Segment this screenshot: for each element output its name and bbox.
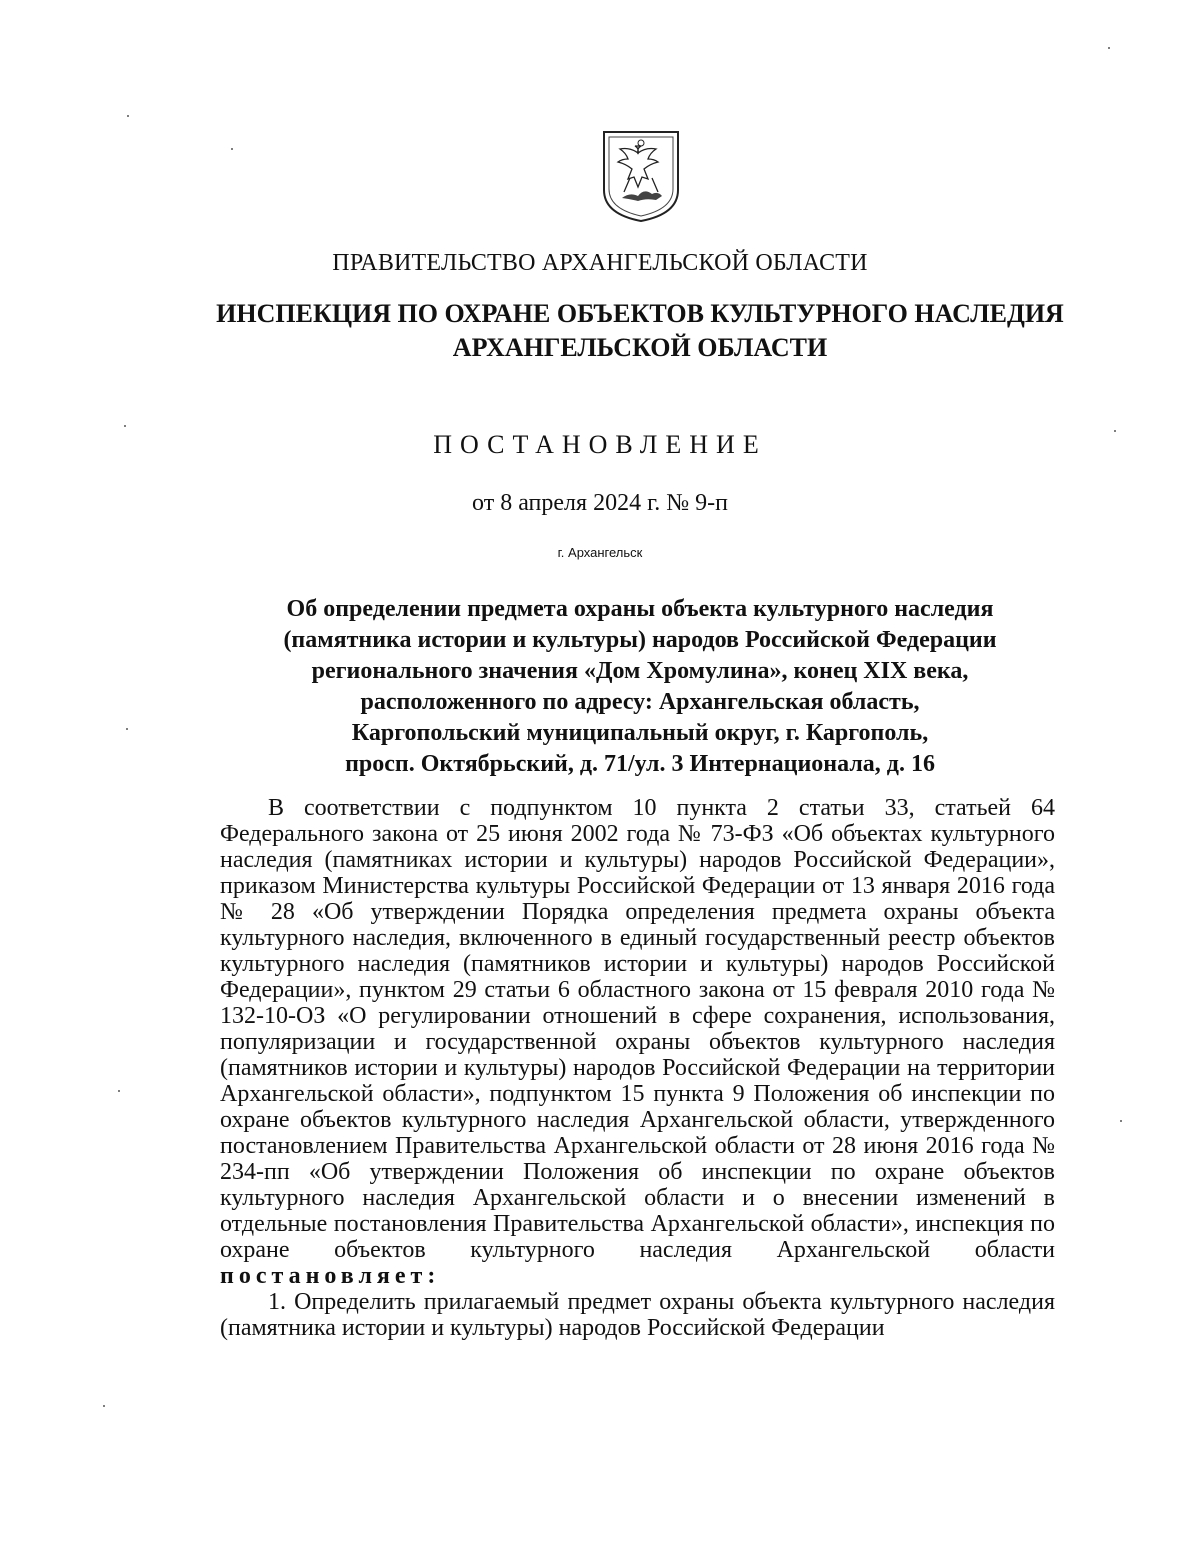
decree-word: постановляет: bbox=[220, 1263, 441, 1289]
subject-line: Об определении предмета охраны объекта культурного наследия bbox=[286, 596, 994, 622]
scan-speck bbox=[1108, 47, 1110, 49]
scan-speck bbox=[1114, 430, 1116, 432]
document-city: г. Архангельск bbox=[557, 545, 643, 560]
document-date-number: от 8 апреля 2024 г. № 9-п bbox=[472, 490, 728, 516]
preamble-text: В соответствии с подпунктом 10 пункта 2 статьи 33, статьей 64 Федерального закона от 25 июня 2002 года № 73-ФЗ «Об объектах культурного наследия (памятниках истории и культуры) народов Российской Федерации», приказом Министерства культуры Российской Федерации от 13 января 2016 года № 28 «Об утверждении Порядка определения предмета охраны объекта культурного наследия, включенного в единый государственный реестр объектов культурного наследия (памятников истории и культуры) народов Российской Федерации», пунктом 29 статьи 6 областного закона от 15 февраля 2010 года № 132-10-ОЗ «О регулировании отношений в сфере сохранения, использования, популяризации и государственной охраны объектов культурного наследия (памятников истории и культуры) народов Российской Федерации на территории Архангельской области», подпунктом 15 пункта 9 Положения об инспекции по охране объектов культурного наследия Архангельской области, утвержденного постановлением Правительства Архангельской области от 28 июня 2016 года № 234-пп «Об утверждении Положения об инспекции по охране объектов культурного наследия Архангельской области и о внесении изменений в отдельные постановления Правительства Архангельской области», инспекция по охране объектов культурного наследия Архангельской области bbox=[220, 795, 1055, 1263]
scan-speck bbox=[1120, 1120, 1122, 1122]
subject-line: (памятника истории и культуры) народов Российской Федерации bbox=[283, 627, 997, 653]
scan-speck bbox=[231, 148, 233, 150]
document-body bbox=[220, 795, 1055, 1341]
subject-line: расположенного по адресу: Архангельская область, bbox=[360, 689, 920, 715]
subject-line: просп. Октябрьский, д. 71/ул. 3 Интернационала, д. 16 bbox=[345, 751, 935, 777]
government-title: ПРАВИТЕЛЬСТВО АРХАНГЕЛЬСКОЙ ОБЛАСТИ bbox=[332, 250, 868, 276]
inspection-title-line1: ИНСПЕКЦИЯ ПО ОХРАНЕ ОБЪЕКТОВ КУЛЬТУРНОГО НАСЛЕДИЯ bbox=[216, 299, 1064, 328]
scan-speck bbox=[126, 728, 128, 730]
coat-of-arms-icon bbox=[600, 128, 682, 224]
subject-line: регионального значения «Дом Хромулина», конец XIX века, bbox=[311, 658, 969, 684]
document-subject bbox=[200, 594, 1080, 780]
inspection-title bbox=[40, 297, 1200, 365]
subject-line: Каргопольский муниципальный округ, г. Каргополь, bbox=[351, 720, 929, 746]
scan-speck bbox=[103, 1405, 105, 1407]
item-1-paragraph: 1. Определить прилагаемый предмет охраны объекта культурного наследия (памятника истории и культуры) народов Российской Федерации bbox=[220, 1289, 1055, 1341]
preamble-paragraph bbox=[220, 795, 1055, 1289]
scan-speck bbox=[124, 425, 126, 427]
inspection-title-line2: АРХАНГЕЛЬСКОЙ ОБЛАСТИ bbox=[452, 333, 828, 362]
scan-speck bbox=[127, 115, 129, 117]
document-type: ПОСТАНОВЛЕНИЕ bbox=[433, 430, 767, 459]
scan-speck bbox=[118, 1090, 120, 1092]
